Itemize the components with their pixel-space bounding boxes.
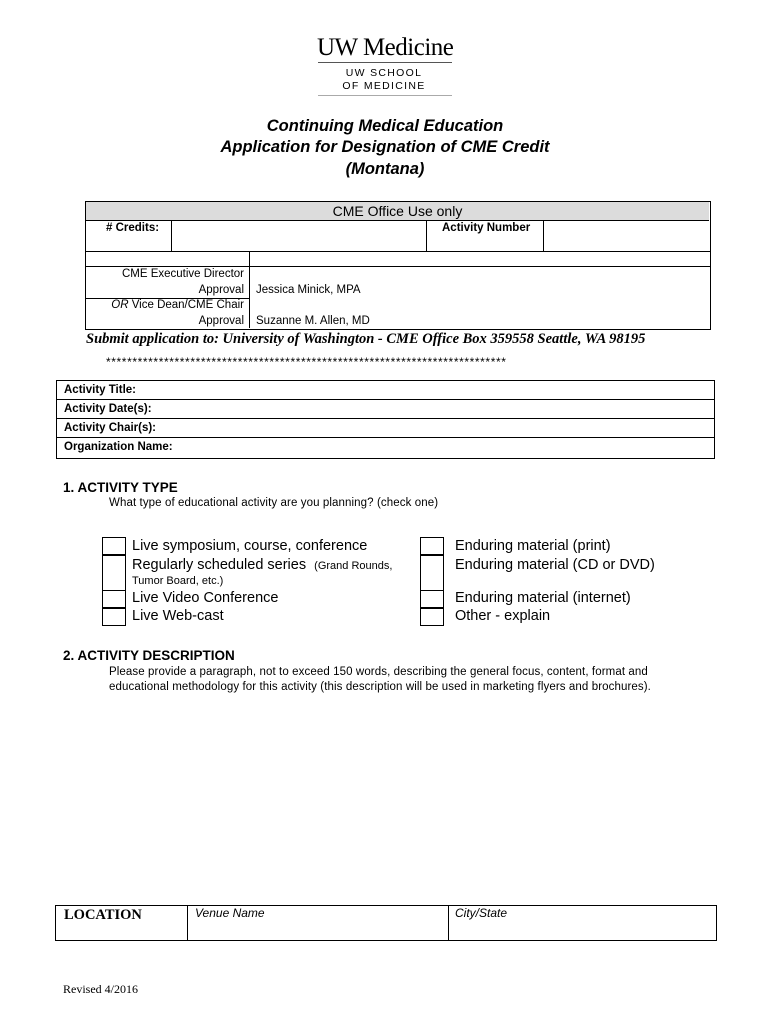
option-enduring-internet: Enduring material (internet) <box>455 590 631 606</box>
venue-name-field[interactable] <box>189 920 446 939</box>
logo-subtitle-line1: UW SCHOOL <box>345 67 423 79</box>
activity-chairs-row[interactable]: Activity Chair(s): <box>57 419 714 438</box>
section2-title: 2. ACTIVITY DESCRIPTION <box>63 648 235 663</box>
submit-address: Submit application to: University of Washington - CME Office Box 359558 Seattle, WA 98195 <box>86 331 646 347</box>
cme-office-header: CME Office Use only <box>86 202 709 221</box>
cme-divider <box>543 220 544 251</box>
option-rss-note: (Grand Rounds, <box>314 560 393 572</box>
activity-description-area[interactable] <box>63 705 708 895</box>
checkbox-live-web-cast[interactable] <box>102 608 126 626</box>
vice-dean-name: Suzanne M. Allen, MD <box>256 315 370 327</box>
option-live-symposium: Live symposium, course, conference <box>132 538 368 554</box>
logo-divider <box>318 62 452 63</box>
city-state-field[interactable] <box>450 920 713 939</box>
revision-date: Revised 4/2016 <box>63 982 138 996</box>
option-regularly-scheduled-series <box>132 557 392 573</box>
exec-director-label: CME Executive Director <box>121 268 244 280</box>
cme-divider <box>249 252 250 328</box>
credits-field[interactable] <box>173 221 425 250</box>
logo-bottom-rule <box>318 95 452 96</box>
checkbox-live-video-conference[interactable] <box>102 590 126 608</box>
venue-name-label: Venue Name <box>195 906 265 920</box>
checkbox-other[interactable] <box>420 608 444 626</box>
separator-stars: **************************************************************************** <box>106 355 507 369</box>
checkbox-enduring-internet[interactable] <box>420 590 444 608</box>
vice-dean-label <box>86 299 244 311</box>
location-divider <box>187 905 188 941</box>
section1-title: 1. ACTIVITY TYPE <box>63 480 178 495</box>
or-text: OR <box>111 299 129 311</box>
option-enduring-cd-dvd: Enduring material (CD or DVD) <box>455 557 655 573</box>
vice-dean-approval-label: Approval <box>198 315 244 327</box>
form-title-line3: (Montana) <box>345 160 425 178</box>
city-state-label: City/State <box>455 906 508 920</box>
activity-number-label: Activity Number <box>442 222 531 234</box>
checkbox-regularly-scheduled-series[interactable] <box>102 555 126 591</box>
location-divider <box>448 905 449 941</box>
form-title-line2: Application for Designation of CME Credit <box>220 138 550 156</box>
credits-label: # Credits: <box>106 222 160 234</box>
option-live-web-cast: Live Web-cast <box>132 608 224 624</box>
option-live-video-conference: Live Video Conference <box>132 590 279 606</box>
option-rss-note2: Tumor Board, etc.) <box>132 575 224 587</box>
section2-text-line1: Please provide a paragraph, not to exceed 150 words, describing the general focus, content, format and <box>109 666 648 678</box>
section1-prompt: What type of educational activity are you planning? (check one) <box>109 497 439 509</box>
option-rss-label: Regularly scheduled series <box>132 557 307 573</box>
logo-subtitle-line2: OF MEDICINE <box>342 80 426 92</box>
form-title-line1: Continuing Medical Education <box>266 117 504 135</box>
checkbox-enduring-cd-dvd[interactable] <box>420 555 444 591</box>
activity-number-field[interactable] <box>545 221 708 250</box>
cme-divider <box>86 251 710 252</box>
uw-medicine-logo: UW Medicine <box>317 34 454 61</box>
checkbox-live-symposium[interactable] <box>102 537 126 555</box>
checkbox-enduring-print[interactable] <box>420 537 444 555</box>
exec-director-name: Jessica Minick, MPA <box>256 284 361 296</box>
option-other-explain: Other - explain <box>455 608 551 624</box>
cme-divider <box>171 220 172 251</box>
activity-dates-row[interactable]: Activity Date(s): <box>57 400 714 419</box>
location-label: LOCATION <box>64 907 142 923</box>
vice-dean-title: Vice Dean/CME Chair <box>128 299 244 311</box>
cme-divider <box>426 220 427 251</box>
organization-name-row[interactable]: Organization Name: <box>64 441 173 453</box>
option-enduring-print: Enduring material (print) <box>455 538 611 554</box>
activity-info-table <box>56 380 715 459</box>
section2-text-line2: educational methodology for this activity (this description will be used in marketing flyers and brochures). <box>109 681 651 693</box>
activity-title-row[interactable]: Activity Title: <box>57 381 714 400</box>
cme-divider <box>86 266 710 267</box>
exec-director-approval-label: Approval <box>198 284 244 296</box>
